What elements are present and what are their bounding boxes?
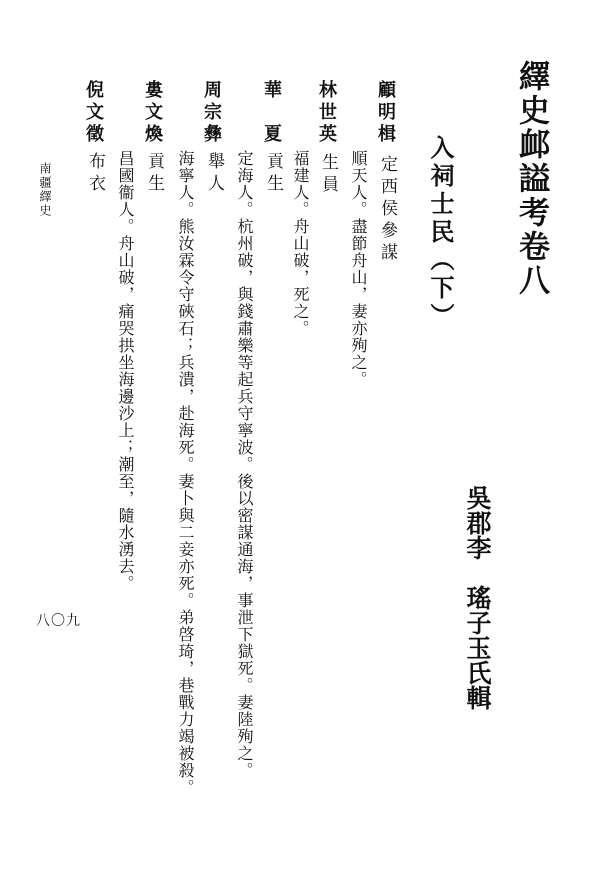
author-name: 瑤子玉氏輯 (463, 585, 492, 710)
page-number: 八〇九 (36, 613, 81, 629)
entry-title: 定西侯參謀 (377, 155, 397, 265)
entry-title: 貢生 (144, 152, 164, 196)
entry-name: 周宗彝 (201, 80, 222, 146)
entry-name: 華 夏 (261, 80, 282, 146)
entry-title: 貢生 (263, 152, 283, 196)
entry-text: 定海人。杭州破，與錢肅樂等起兵守寧波。後以密謀通海，事泄下獄死。妻陸殉之。 (235, 150, 254, 779)
entry-name: 顧明楫 (375, 80, 396, 146)
entry-title: 布衣 (85, 152, 105, 196)
author-surname: 吳郡李 (463, 485, 492, 560)
entry-title: 舉人 (204, 152, 224, 196)
chapter-title: 入祠士民（下） (426, 135, 455, 331)
entry-name: 倪文徵 (83, 80, 104, 146)
entry-text: 昌國衞人。舟山破，痛哭拱坐海邊沙上；潮至，隨水湧去。 (116, 150, 135, 592)
entry-text: 海寧人。熊汝霖令守硤石；兵潰，赴海死。妻卜與二妾亦死。弟啓琦，巷戰力竭被殺。 (176, 150, 195, 796)
book-title: 繹史䘏謚考卷八 (513, 60, 549, 298)
entry-text: 福建人。舟山破，死之。 (291, 150, 310, 337)
margin-note: 南疆繹史 (38, 162, 52, 218)
entry-title: 生員 (318, 153, 338, 197)
entry-text: 順天人。盡節舟山，妻亦殉之。 (349, 150, 368, 388)
entry-name: 林世英 (316, 80, 337, 146)
entry-name: 婁文煥 (142, 80, 163, 146)
